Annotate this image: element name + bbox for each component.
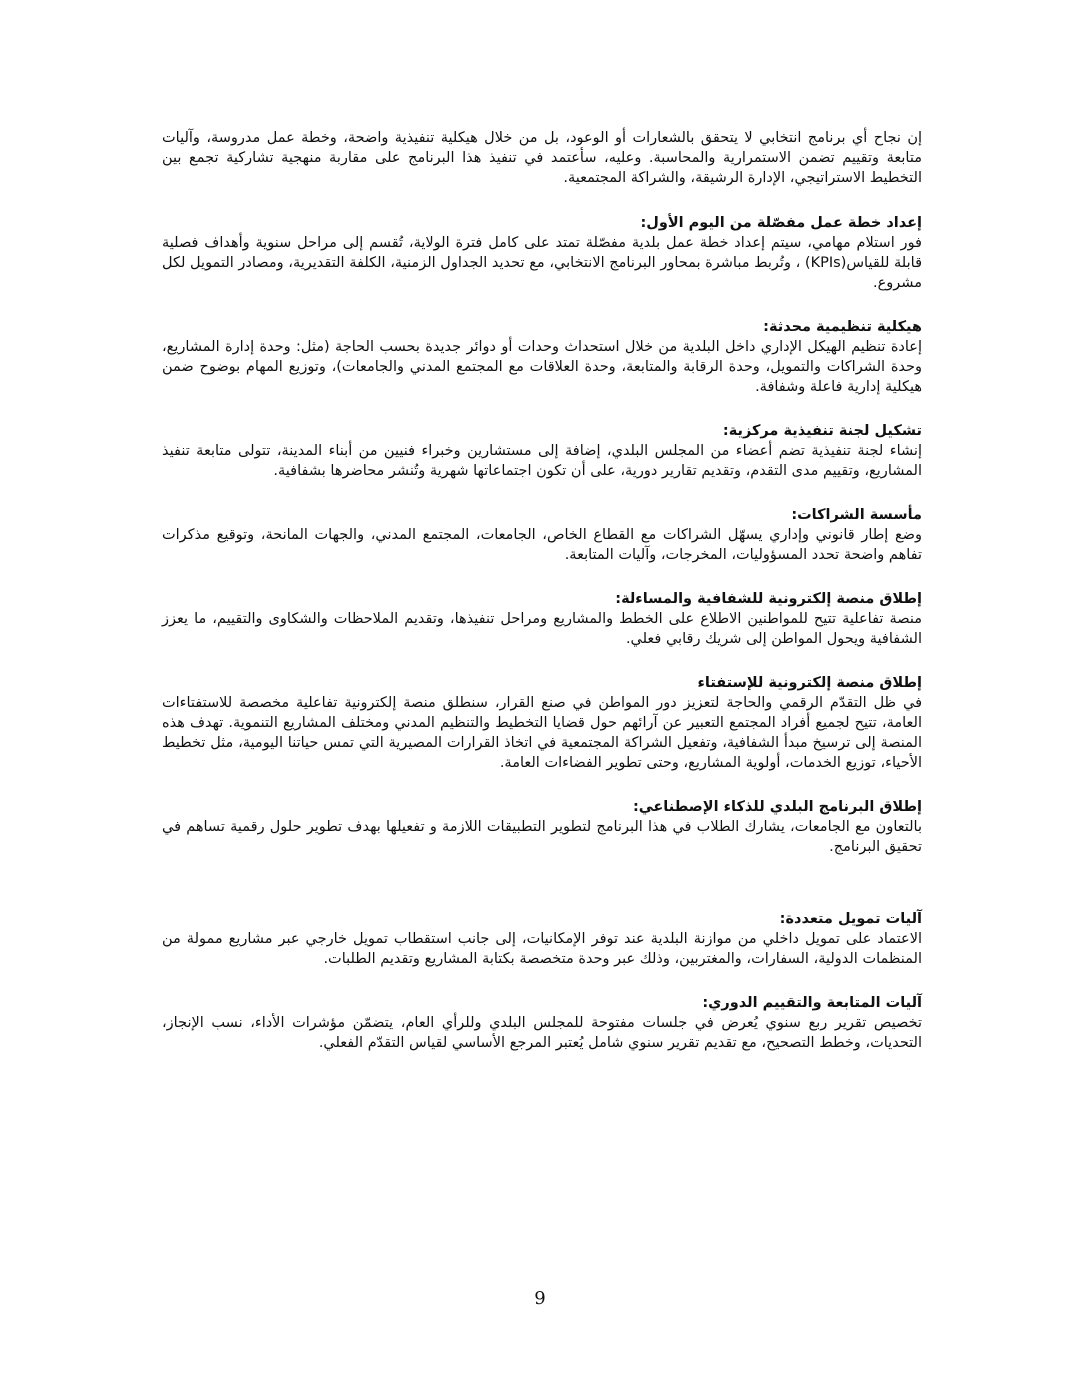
section-transparency-platform xyxy=(162,589,922,649)
section-body: تخصيص تقرير ربع سنوي يُعرض في جلسات مفتوحة للمجلس البلدي وللرأي العام، يتضمّن مؤشرات الأداء، نسب الإنجاز، التحديات، وخطط التصحيح، مع تقديم تقرير سنوي شامل يُعتبر المرجع الأساسي لقياس التقدّم الفعلي. xyxy=(162,1015,922,1051)
section-heading: تشكيل لجنة تنفيذية مركزية: xyxy=(722,423,922,439)
section-ai-program xyxy=(162,797,922,857)
section-heading: مأسسة الشراكات: xyxy=(791,507,922,523)
section-body: إنشاء لجنة تنفيذية تضم أعضاء من المجلس البلدي، إضافة إلى مستشارين وخبراء فنيين من أبناء المدينة، تتولى متابعة تنفيذ المشاريع، وتقييم مدى التقدم، وتقديم تقارير دورية، على أن تكون اجتماعاتها شهرية وتُنشر محاضرها بشفافية. xyxy=(162,443,922,479)
section-body: في ظل التقدّم الرقمي والحاجة لتعزيز دور المواطن في صنع القرار، سنطلق منصة إلكترونية تفاعلية مخصصة للاستفتاءات العامة، تتيح لجميع أفراد المجتمع التعبير عن آرائهم حول قضايا التخطيط والتنظيم المدني ومختلف المشاريع التنموية. تهدف هذه المنصة إلى ترسيخ مبدأ الشفافية، وتفعيل الشراكة المجتمعية في اتخاذ القرارات المصيرية التي تمس حياتنا اليومية، مثل تخطيط الأحياء، توزيع الخدمات، أولوية المشاريع، وحتى تطوير الفضاءات العامة. xyxy=(162,695,922,771)
section-heading: آليات تمويل متعددة: xyxy=(779,911,922,927)
section-monitoring xyxy=(162,993,922,1053)
section-referendum-platform xyxy=(162,673,922,773)
page-content xyxy=(162,128,922,1077)
section-heading: إطلاق منصة إلكترونية للشفافية والمساءلة: xyxy=(615,591,922,607)
section-body: فور استلام مهامي، سيتم إعداد خطة عمل بلدية مفصّلة تمتد على كامل فترة الولاية، تُقسم إلى مراحل سنوية وأهداف فصلية قابلة للقياس(KPIs) ، وتُربط مباشرة بمحاور البرنامج الانتخابي، مع تحديد الجداول الزمنية، الكلفة التقديرية، ومصادر التمويل لكل مشروع. xyxy=(162,235,922,291)
page-number: 9 xyxy=(534,1288,546,1309)
section-heading: إطلاق البرنامج البلدي للذكاء الإصطناعي: xyxy=(632,799,922,815)
section-funding xyxy=(162,909,922,969)
section-body: إعادة تنظيم الهيكل الإداري داخل البلدية من خلال استحداث وحدات أو دوائر جديدة بحسب الحاجة (مثل: وحدة إدارة المشاريع، وحدة الشراكات والتمويل، وحدة الرقابة والمتابعة، وحدة العلاقات مع المجتمع المدني والجامعات)، وتوزيع المهام بوضوح ضمن هيكلية إدارية فاعلة وشفافة. xyxy=(162,339,922,395)
section-action-plan xyxy=(162,213,922,293)
section-executive-committee xyxy=(162,421,922,481)
section-org-structure xyxy=(162,317,922,397)
section-heading: هيكلية تنظيمية محدثة: xyxy=(763,319,922,335)
section-body: منصة تفاعلية تتيح للمواطنين الاطلاع على الخطط والمشاريع ومراحل تنفيذها، وتقديم الملاحظات والشكاوى والتقييم، ما يعزز الشفافية ويحول المواطن إلى شريك رقابي فعلي. xyxy=(162,611,922,647)
intro-paragraph: إن نجاح أي برنامج انتخابي لا يتحقق بالشعارات أو الوعود، بل من خلال هيكلية تنفيذية واضحة، وخطة عمل مدروسة، وآليات متابعة وتقييم تضمن الاستمرارية والمحاسبة. وعليه، سأعتمد في تنفيذ هذا البرنامج على مقاربة منهجية تشاركية تجمع بين التخطيط الاستراتيجي، الإدارة الرشيقة، والشراكة المجتمعية. xyxy=(162,130,922,186)
section-heading: إطلاق منصة إلكترونية للإستفتاء xyxy=(697,675,922,691)
section-body: بالتعاون مع الجامعات، يشارك الطلاب في هذا البرنامج لتطوير التطبيقات اللازمة و تفعيلها بهدف تطوير حلول رقمية تساهم في تحقيق البرنامج. xyxy=(162,819,922,855)
section-body: الاعتماد على تمويل داخلي من موازنة البلدية عند توفر الإمكانيات، إلى جانب استقطاب تمويل خارجي عبر مشاريع ممولة من المنظمات الدولية، السفارات، والمغتربين، وذلك عبر وحدة متخصصة بكتابة المشاريع وتقديم الطلبات. xyxy=(162,931,922,967)
section-partnerships xyxy=(162,505,922,565)
section-heading: آليات المتابعة والتقييم الدوري: xyxy=(702,995,922,1011)
section-body: وضع إطار قانوني وإداري يسهّل الشراكات مع القطاع الخاص، الجامعات، المجتمع المدني، والجهات المانحة، وتوقيع مذكرات تفاهم واضحة تحدد المسؤوليات، المخرجات، وآليات المتابعة. xyxy=(162,527,922,563)
section-heading: إعداد خطة عمل مفصّلة من اليوم الأول: xyxy=(640,215,922,231)
